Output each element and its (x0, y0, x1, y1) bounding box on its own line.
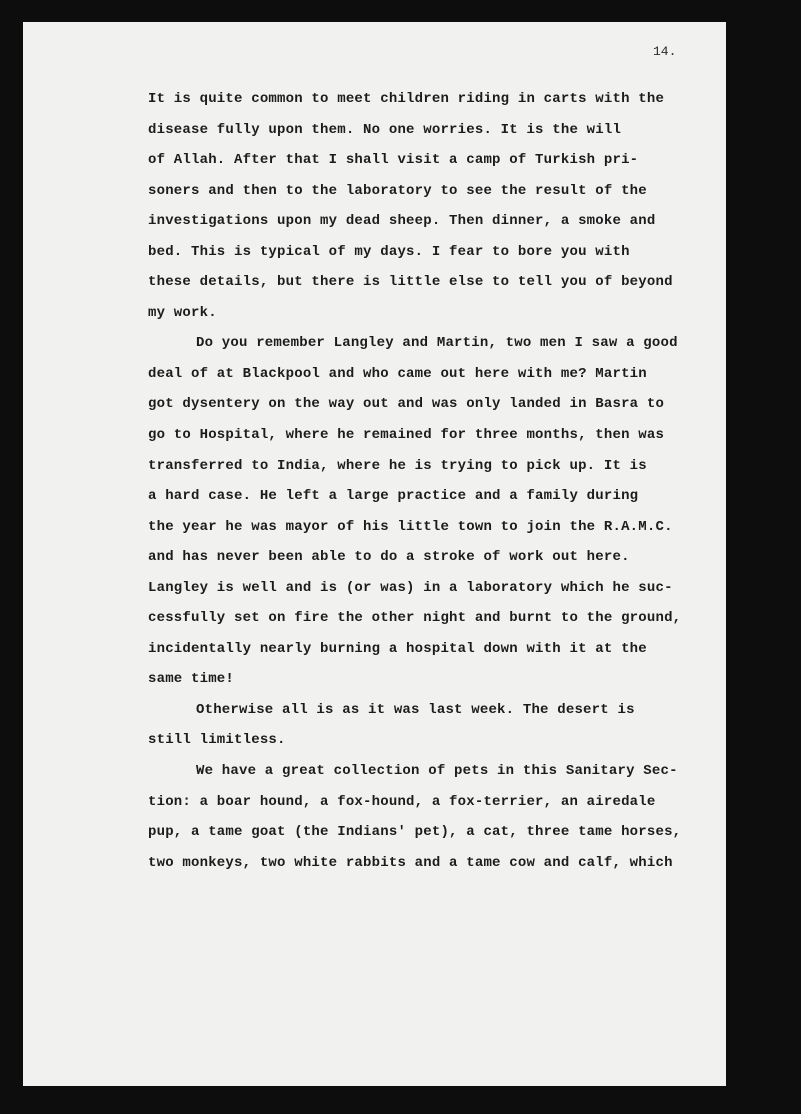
text-line: It is quite common to meet children riding in carts with the (148, 91, 665, 107)
text-line: go to Hospital, where he remained for three months, then was (148, 427, 665, 444)
text-line: same time! (148, 671, 235, 688)
text-line: We have a great collection of pets in this Sanitary Sec- (196, 763, 678, 780)
text-line: bed. This is typical of my days. I fear to bore you with (148, 243, 630, 260)
text-line: incidentally nearly burning a hospital down with it at the (148, 640, 647, 657)
text-line: tion: a boar hound, a fox-hound, a fox-terrier, an airedale (148, 793, 656, 810)
typed-letter-body (148, 84, 723, 878)
text-line: disease fully upon them. No one worries. It is the will (148, 121, 622, 138)
text-line: soners and then to the laboratory to see the result of the (148, 182, 647, 199)
text-line: a hard case. He left a large practice and a family during (148, 488, 639, 505)
text-line: cessfully set on fire the other night and burnt to the ground, (148, 610, 682, 627)
text-line: got dysentery on the way out and was only landed in Basra to (148, 396, 665, 413)
text-line: two monkeys, two white rabbits and a tame cow and calf, which (148, 854, 673, 871)
document-page (23, 22, 726, 1086)
text-line: transferred to India, where he is trying to pick up. It is (148, 457, 647, 474)
text-line: of Allah. After that I shall visit a camp of Turkish pri- (148, 152, 639, 169)
text-line: these details, but there is little else to tell you of beyond (148, 274, 673, 291)
text-line: my work. (148, 304, 217, 321)
page-number: 14. (653, 44, 677, 59)
text-line: Langley is well and is (or was) in a laboratory which he suc- (148, 579, 673, 596)
text-line: still limitless. (148, 732, 286, 749)
text-line: and has never been able to do a stroke of work out here. (148, 549, 630, 566)
text-line: Otherwise all is as it was last week. The desert is (196, 701, 635, 718)
text-line: pup, a tame goat (the Indians' pet), a cat, three tame horses, (148, 824, 682, 841)
text-line: investigations upon my dead sheep. Then dinner, a smoke and (148, 213, 656, 230)
text-line: deal of at Blackpool and who came out here with me? Martin (148, 365, 647, 382)
text-line: Do you remember Langley and Martin, two men I saw a good (196, 335, 678, 352)
text-line: the year he was mayor of his little town to join the R.A.M.C. (148, 518, 673, 535)
